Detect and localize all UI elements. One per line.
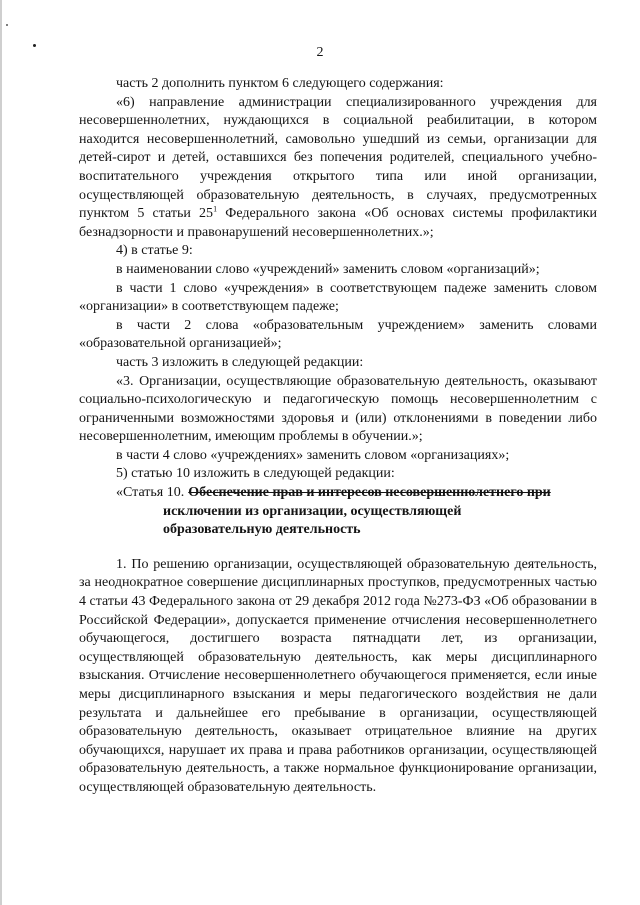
- article-title-line: [188, 484, 588, 503]
- scan-edge: [0, 0, 2, 905]
- paragraph-text: Федерального закона «Об основах системы профилактики безнадзорности и правонарушений несовершеннолетних.»;: [79, 206, 598, 240]
- paragraph: часть 2 дополнить пунктом 6 следующего содержания:: [116, 76, 444, 91]
- paragraph: в наименовании слово «учреждений» заменить словом «организаций»;: [116, 261, 540, 277]
- scan-speck: [6, 24, 8, 26]
- article-title-line: исключении из организации, осуществляющей: [163, 503, 462, 519]
- paragraph: в части 2 слова «образовательным учреждением» заменить словами «образовательной организацией»;: [79, 317, 597, 352]
- article-prefix: «Статья 10.: [116, 485, 185, 501]
- article-title-text: Обеспечение прав и интересов несовершеннолетнего при: [188, 485, 551, 501]
- paragraph: в части 4 слово «учреждениях» заменить словом «организациях»;: [116, 447, 510, 463]
- article-title-line: образовательную деятельность: [163, 522, 361, 538]
- paragraph: 5) статью 10 изложить в следующей редакции:: [116, 466, 395, 482]
- paragraph-text: «6) направление администрации специализированного учреждения для несовершеннолетних, нуждающихся в социальной реабилитации, в котором находится несовершеннолетний, самовольно ушедший из семьи, организации для детей-сирот и детей, оставшихся без попечения родителей, специального учебно-воспитательного учреждения открытого типа или иной организации, осуществляющей образовательную деятельность, в случаях, предусмотренных пунктом 5 статьи 25: [79, 94, 597, 222]
- paragraph: 4) в статье 9:: [116, 243, 193, 259]
- clause-1: 1. По решению организации, осуществляющей образовательную деятельность, за неоднократное совершение дисциплинарных проступков, предусмотренных частью 4 статьи 43 Федерального закона от 29 декабря 2012 года №273-ФЗ «Об образовании в Российской Федерации», допускается применение отчисления несовершеннолетнего обучающегося, достигшего возраста пятнадцати лет, из организации, осуществляющей образовательную деятельность, как меры дисциплинарного взыскания. Отчисление несовершеннолетнего обучающегося применяется, если иные меры дисциплинарного взыскания и меры педагогического воздействия не дали результата и дальнейшее его пребывание в организации, осуществляющей образовательную деятельность, оказывает отрицательное влияние на других обучающихся, нарушает их права и права работников организации, осуществляющей образовательную деятельность, а также нормальное функционирование организации, осуществляющей образовательную деятельность.: [79, 556, 597, 795]
- paragraph: в части 1 слово «учреждения» в соответствующем падеже заменить словом «организации» в соответствующем падеже;: [79, 280, 597, 315]
- paragraph: [79, 94, 597, 243]
- page-number: 2: [316, 45, 324, 60]
- paragraph: «3. Организации, осуществляющие образовательную деятельность, оказывают социально-психологическую и педагогическую помощь несовершеннолетним с ограниченными возможностями здоровья и (или) отклонениями в поведении либо несовершеннолетним, имеющим проблемы в обучении.»;: [79, 373, 597, 445]
- document-body: [79, 75, 597, 798]
- article-heading: [116, 484, 597, 503]
- paragraph: часть 3 изложить в следующей редакции:: [116, 354, 364, 370]
- superscript: 1: [213, 204, 218, 214]
